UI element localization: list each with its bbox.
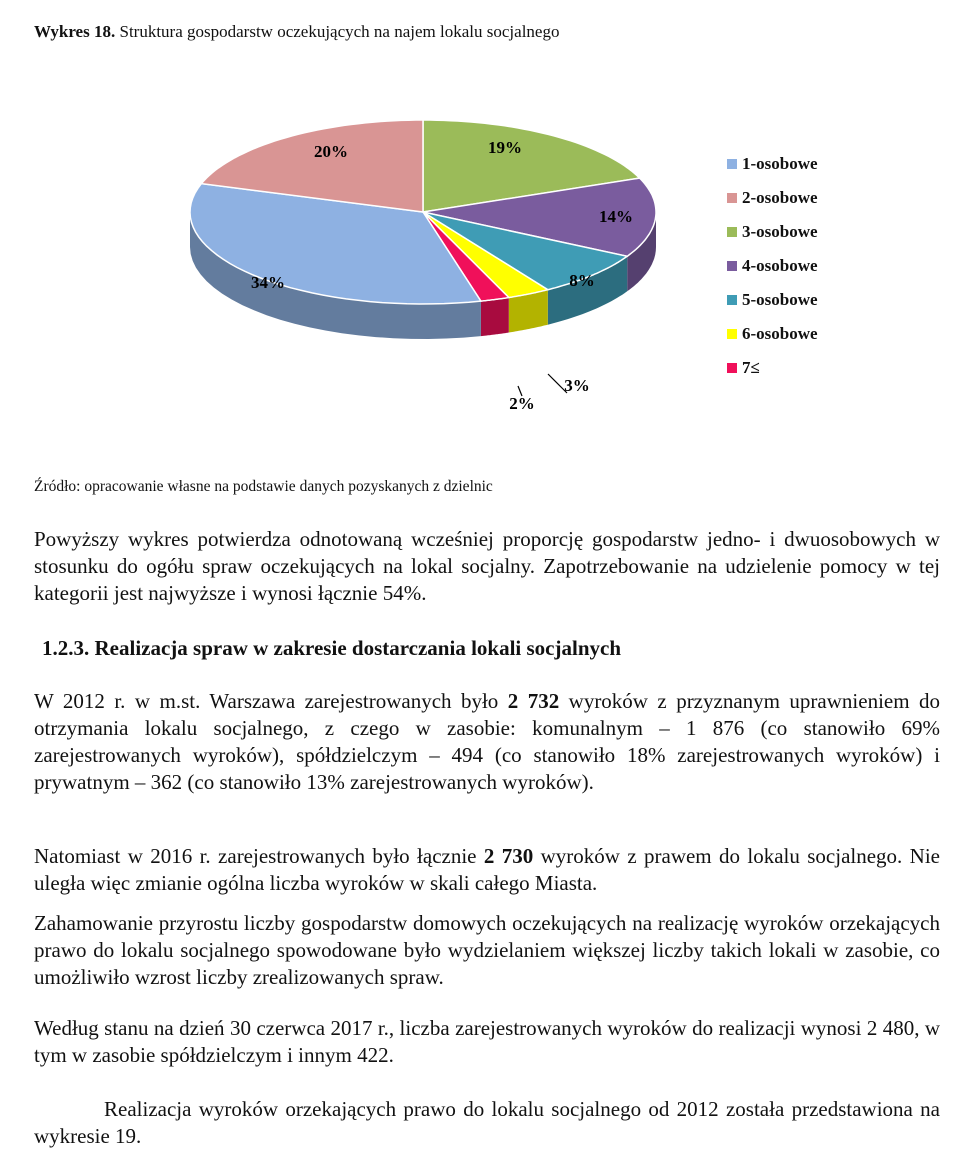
legend-swatch [727, 193, 737, 203]
legend-swatch [727, 227, 737, 237]
paragraph-3-number: 2 730 [483, 844, 534, 868]
legend-item-6 [727, 317, 818, 351]
figure-source: Źródło: opracowanie własne na podstawie danych pozyskanych z dzielnic [34, 478, 493, 495]
legend-swatch [727, 363, 737, 373]
legend-item-5 [727, 283, 818, 317]
slice-4-data-label: 14% [599, 207, 633, 226]
figure-caption [34, 22, 559, 42]
legend-item-4 [727, 249, 818, 283]
paragraph-2-text-b: wyroków z przyznanym uprawnieniem do otrzymania lokalu socjalnego, z czego w zasobie: komunalnym – 1 876 (co stanowiło 69% zarejestrowanych wyroków), spółdzielczym – 494 (co stanowiło 18% zarejestrowanych wyroków) i prywatnym – 362 (co stanowiło 13% zarejestrowanych wyroków). [34, 689, 941, 794]
figure-title: Struktura gospodarstw oczekujących na najem lokalu socjalnego [115, 22, 560, 41]
paragraph-2-text-a: W 2012 r. w m.st. Warszawa zarejestrowanych było [34, 689, 508, 713]
paragraph-2-number: 2 732 [507, 689, 560, 713]
legend-swatch [727, 329, 737, 339]
paragraph-3-text-a: Natomiast w 2016 r. zarejestrowanych było łącznie [34, 844, 484, 868]
paragraph-6: Realizacja wyroków orzekających prawo do lokalu socjalnego od 2012 została przedstawiona na wykresie 19. [34, 1097, 940, 1148]
chart-legend [727, 147, 818, 385]
pie-chart [0, 60, 964, 460]
legend-label: 2-osobowe [742, 188, 818, 207]
slice-6-data-label: 3% [564, 376, 590, 395]
slice-5-data-label: 8% [569, 271, 595, 290]
legend-label: 4-osobowe [742, 256, 818, 275]
paragraph-4: Zahamowanie przyrostu liczby gospodarstw domowych oczekujących na realizację wyroków orzekających prawo do lokalu socjalnego spowodowane było wydzielaniem większej liczby takich lokali w zasobie, co umożliwiło wzrost liczby zrealizowanych spraw. [34, 911, 940, 989]
slice-7-side [481, 298, 509, 337]
legend-item-7 [727, 351, 818, 385]
paragraph-3-text-b: wyroków z prawem do lokalu socjalnego. Nie uległa więc zmianie ogólna liczba wyroków w skali całego Miasta. [34, 844, 940, 895]
paragraph-3 [34, 843, 940, 897]
section-heading: 1.2.3. Realizacja spraw w zakresie dostarczania lokali socjalnych [42, 636, 622, 660]
slice-1-data-label: 34% [251, 273, 285, 292]
paragraph-5: Według stanu na dzień 30 czerwca 2017 r., liczba zarejestrowanych wyroków do realizacji wynosi 2 480, w tym w zasobie spółdzielczym i innym 422. [34, 1016, 940, 1067]
legend-label: 1-osobowe [742, 154, 818, 173]
legend-swatch [727, 261, 737, 271]
legend-item-2 [727, 181, 818, 215]
paragraph-1: Powyższy wykres potwierdza odnotowaną wcześniej proporcję gospodarstw jedno- i dwuosobowych w stosunku do ogółu spraw oczekujących na lokal socjalny. Zapotrzebowanie na udzielenie pomocy w tej kategorii jest najwyższe i wynosi łącznie 54%. [34, 527, 940, 605]
figure-number: Wykres 18. [34, 22, 116, 41]
slice-2-data-label: 20% [314, 142, 348, 161]
legend-label: 3-osobowe [742, 222, 818, 241]
legend-label: 6-osobowe [742, 324, 818, 343]
legend-label: 5-osobowe [742, 290, 818, 309]
legend-item-1 [727, 147, 818, 181]
slice-3-data-label: 19% [488, 138, 522, 157]
legend-item-3 [727, 215, 818, 249]
legend-swatch [727, 295, 737, 305]
slice-7-data-label: 2% [509, 394, 535, 413]
legend-swatch [727, 159, 737, 169]
legend-label: 7≤ [742, 358, 760, 377]
paragraph-2 [34, 688, 940, 796]
